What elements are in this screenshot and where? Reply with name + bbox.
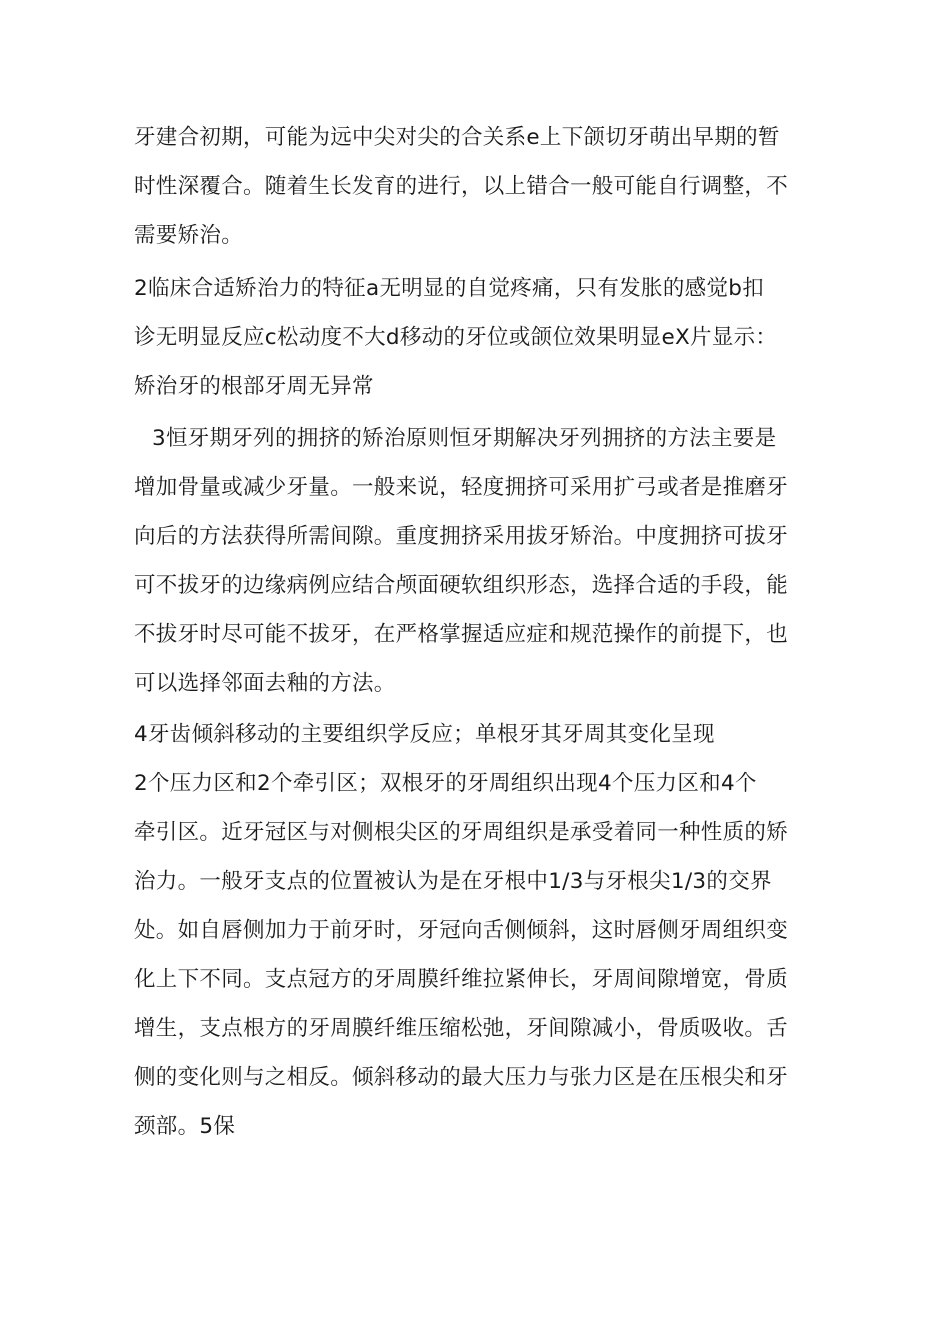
text-line: 侧的变化则与之相反。倾斜移动的最大压力与张力区是在压根尖和牙 bbox=[134, 1065, 789, 1090]
text-line: 化上下不同。支点冠方的牙周膜纤维拉紧伸长，牙周间隙增宽，骨质 bbox=[134, 967, 789, 992]
text-line: 2个压力区和2个牵引区；双根牙的牙周组织出现4个压力区和4个 bbox=[134, 771, 757, 796]
text-line: 需要矫治。 bbox=[134, 223, 244, 248]
text-line: 3恒牙期牙列的拥挤的矫治原则恒牙期解决牙列拥挤的方法主要是 bbox=[152, 426, 777, 451]
text-line: 可不拔牙的边缘病例应结合颅面硬软组织形态，选择合适的手段，能 bbox=[134, 573, 789, 598]
text-line: 可以选择邻面去釉的方法。 bbox=[134, 671, 396, 696]
text-line: 处。如自唇侧加力于前牙时，牙冠向舌侧倾斜，这时唇侧牙周组织变 bbox=[134, 918, 789, 943]
text-line: 治力。一般牙支点的位置被认为是在牙根中1/3与牙根尖1/3的交界 bbox=[134, 869, 772, 894]
text-line: 增加骨量或减少牙量。一般来说，轻度拥挤可采用扩弓或者是推磨牙 bbox=[134, 475, 789, 500]
text-line: 向后的方法获得所需间隙。重度拥挤采用拔牙矫治。中度拥挤可拔牙 bbox=[134, 524, 789, 549]
text-line: 时性深覆合。随着生长发育的进行，以上错合一般可能自行调整，不 bbox=[134, 174, 789, 199]
text-line: 颈部。5保 bbox=[134, 1114, 236, 1139]
text-line: 牵引区。近牙冠区与对侧根尖区的牙周组织是承受着同一种性质的矫 bbox=[134, 820, 789, 845]
text-line: 4牙齿倾斜移动的主要组织学反应；单根牙其牙周其变化呈现 bbox=[134, 722, 715, 747]
text-line: 不拔牙时尽可能不拔牙，在严格掌握适应症和规范操作的前提下，也 bbox=[134, 622, 789, 647]
text-line: 增生，支点根方的牙周膜纤维压缩松弛，牙间隙减小，骨质吸收。舌 bbox=[134, 1016, 789, 1041]
text-line: 矫治牙的根部牙周无异常 bbox=[134, 374, 374, 399]
text-line: 2临床合适矫治力的特征a无明显的自觉疼痛，只有发胀的感觉b扣 bbox=[134, 276, 765, 301]
text-line: 牙建合初期，可能为远中尖对尖的合关系e上下颌切牙萌出早期的暂 bbox=[134, 125, 780, 150]
text-line: 诊无明显反应c松动度不大d移动的牙位或颌位效果明显eX片显示： bbox=[134, 325, 778, 350]
